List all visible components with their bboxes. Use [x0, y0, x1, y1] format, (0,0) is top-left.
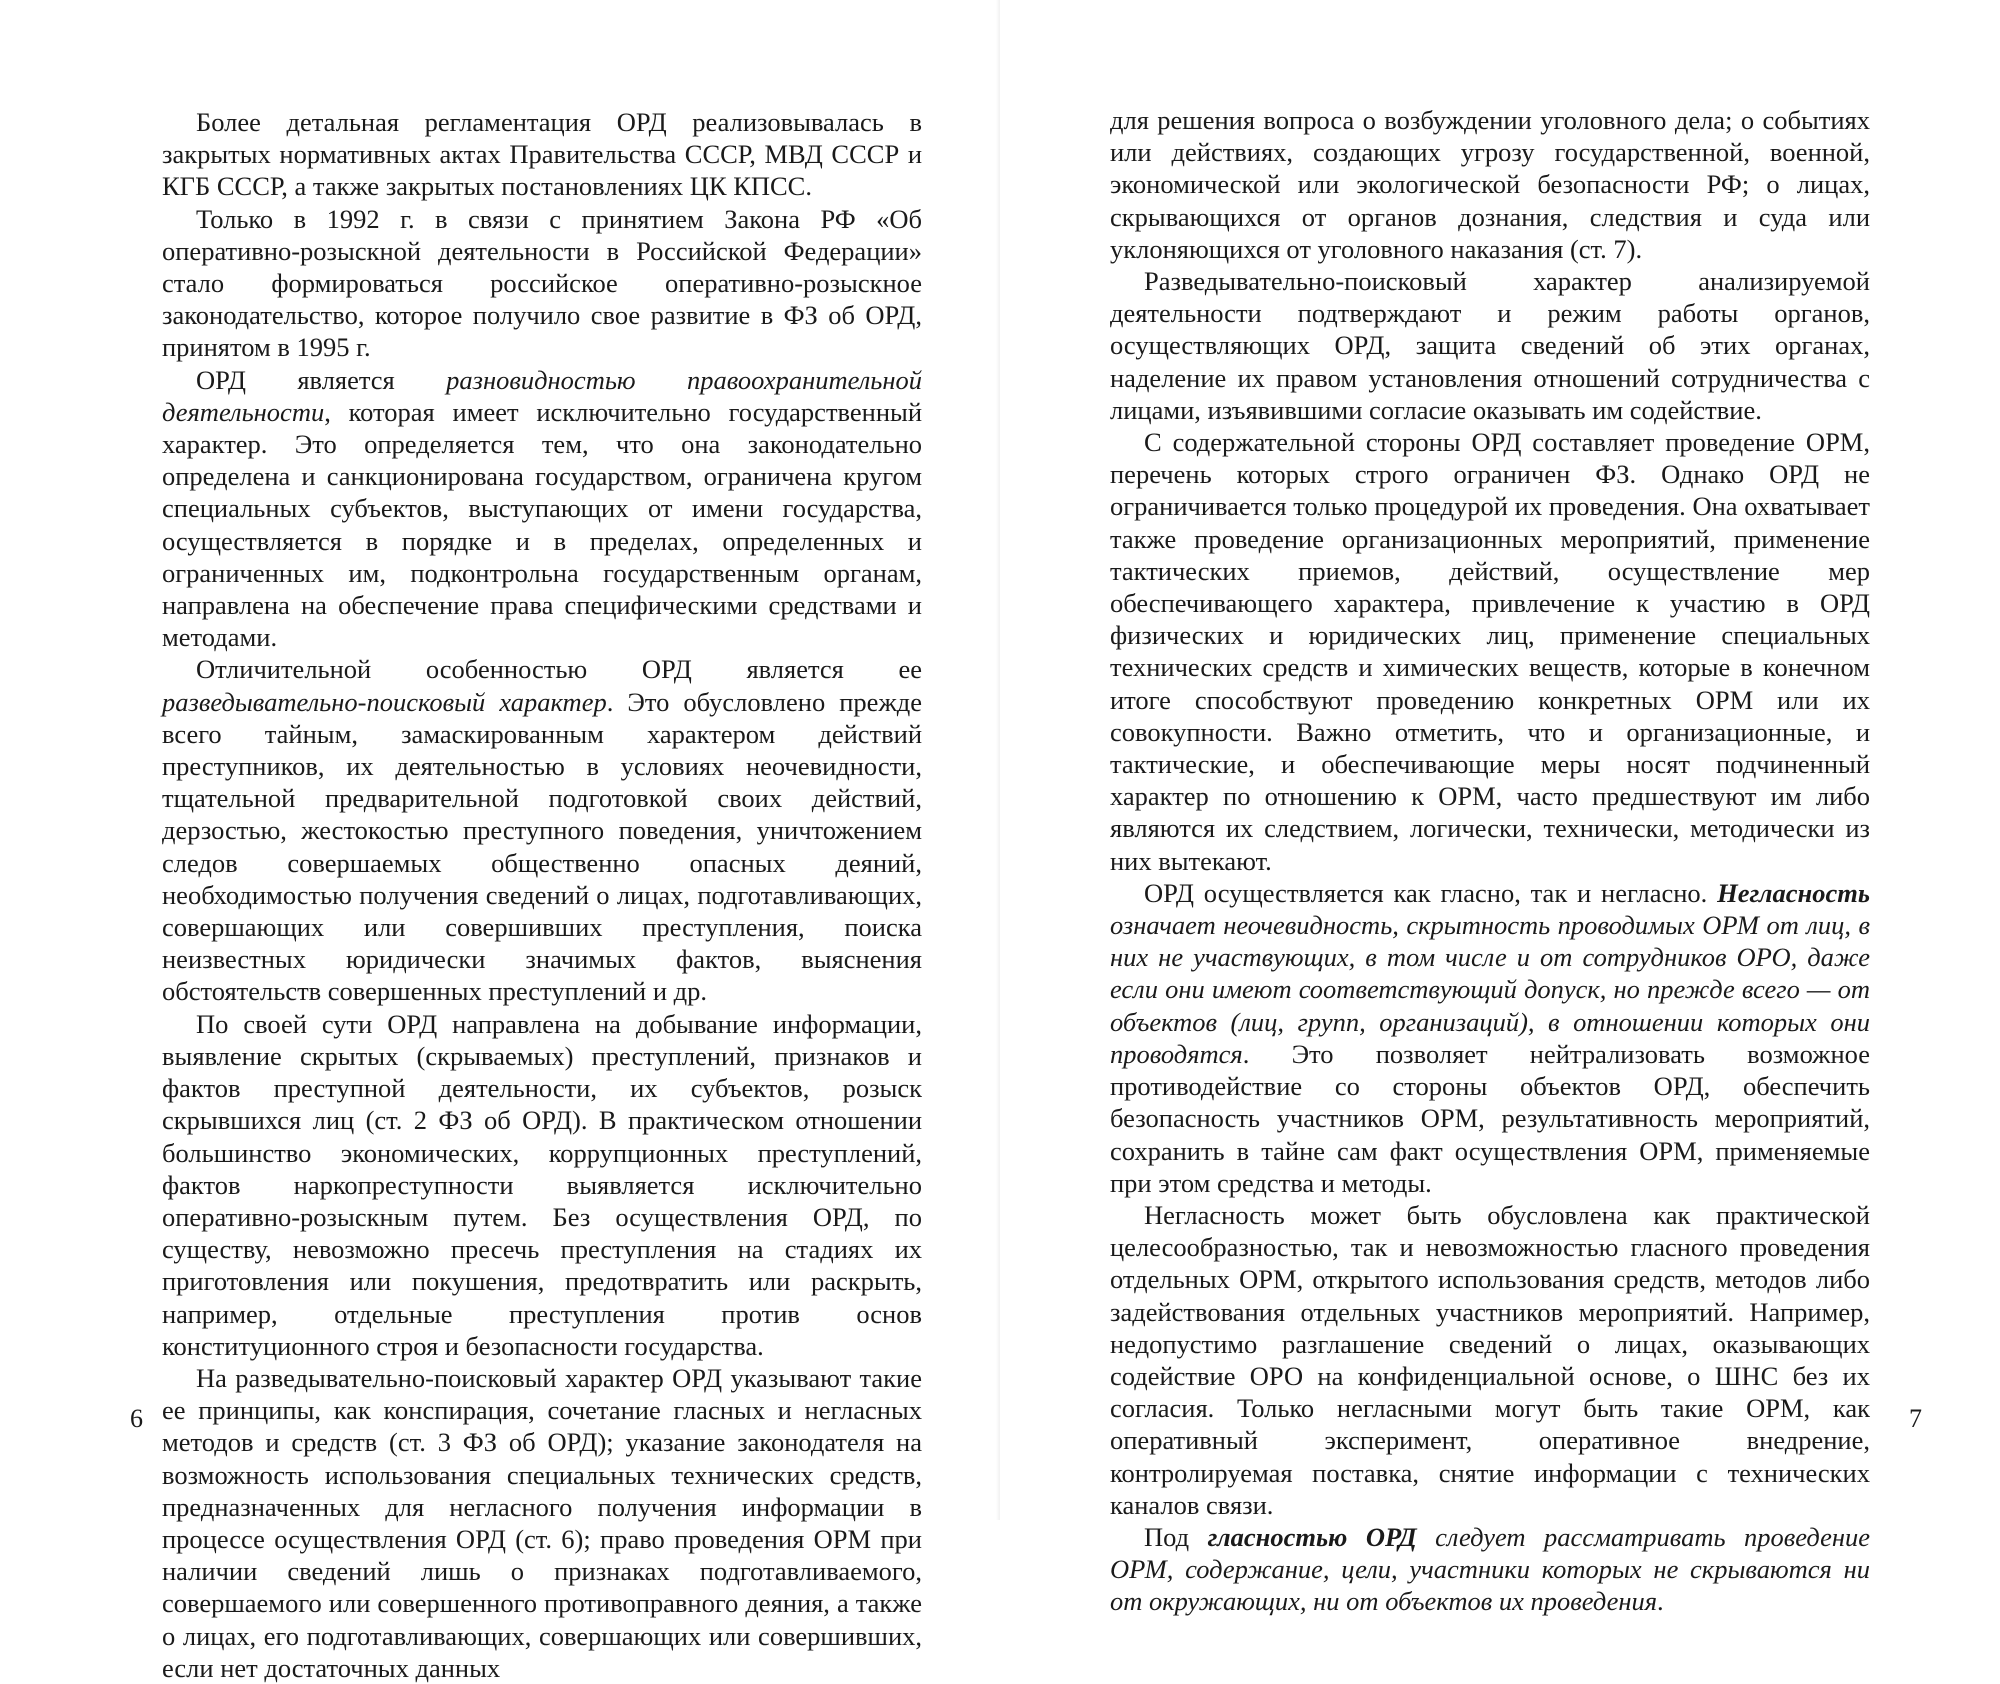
left-page [0, 0, 1000, 1683]
emphasis: следует рассматривать проведение ОРМ, содержание, цели, участники которых не скрываются ни от окружающих, ни от объектов их проведения [1110, 1521, 1871, 1617]
paragraph: Отличительной особенностью ОРД является ее разведывательно-поисковый характер. Это обусловлено прежде всего тайным, замаскированным характером действий преступников, их деятельностью в условиях неочевидности, тщательной предварительной подготовкой своих действий, дерзостью, жестокостью преступного поведения, уничтожением следов совершаемых общественно опасных деяний, необходимостью получения сведений о лицах, подготавливающих, совершающих или совершивших преступления, поиска неизвестных юридически значимых фактов, выяснения обстоятельств совершенных преступлений и др. [162, 654, 922, 1007]
left-page-text [162, 106, 922, 1684]
emphasis: означает неочевидность, скрытность проводимых ОРМ от лиц, в них не участвующих, в том числе и от сотрудников ОРО, даже если они имеют соответствующий допуск, но прежде всего — от объектов (лиц, групп, организаций), в отношении которых они проводятся [1110, 910, 1870, 1069]
right-page [1000, 0, 2000, 1617]
term-bold-italic: Негласность [1717, 877, 1870, 908]
term-bold-italic: гласностью ОРД [1207, 1521, 1417, 1552]
paragraph: ОРД является разновидностью правоохранительной деятельности, которая имеет исключительно государственный характер. Это определяется тем, что она законодательно определена и санкционирована государством, ограничена кругом специальных субъектов, выступающих от имени государства, осуществляется в порядке и в пределах, определенных и ограниченных им, подконтрольна государственным органам, направлена на обеспечение права специфическими средствами и методами. [162, 364, 923, 653]
emphasis: разведывательно-поисковый характер [162, 686, 607, 717]
paragraph: Негласность может быть обусловлена как практической целесообразностью, так и невозможностью гласного проведения отдельных ОРМ, открытого использования средств, методов либо задействования отдельных участников мероприятий. Например, недопустимо разглашение сведений о лицах, оказывающих содействие ОРО на конфиденциальной основе, о ШНС без их согласия. Только негласными могут быть такие ОРМ, как оперативный эксперимент, оперативное внедрение, контролируемая поставка, снятие информации с технических каналов связи. [1110, 1199, 1870, 1520]
paragraph: Только в 1992 г. в связи с принятием Закона РФ «Об оперативно-розыскной деятельности в Российской Федерации» стало формироваться российское оперативно-розыскное законодательство, которое получило свое развитие в ФЗ об ОРД, принятом в 1995 г. [162, 203, 922, 363]
paragraph: На разведывательно-поисковый характер ОРД указывают такие ее принципы, как конспирация, сочетание гласных и негласных методов и средств (ст. 3 ФЗ об ОРД); указание законодателя на возможность использования специальных технических средств, предназначенных для негласного получения информации в процессе осуществления ОРД (ст. 6); право проведения ОРМ при наличии сведений лишь о признаках подготавливаемого, совершаемого или совершенного противоправного деяния, а также о лицах, его подготавливающих, совершающих или совершивших, если нет достаточных данных [162, 1362, 922, 1683]
right-page-text [1110, 104, 1870, 1618]
page-number-right: 7 [1909, 1404, 1922, 1433]
paragraph: По своей сути ОРД направлена на добывание информации, выявление скрытых (скрываемых) преступлений, признаков и фактов преступной деятельности, их субъектов, розыск скрывшихся лиц (ст. 2 ФЗ об ОРД). В практическом отношении большинство экономических, коррупционных преступлений, фактов наркопреступности выявляется исключительно оперативно-розыскным путем. Без осуществления ОРД, по существу, невозможно пресечь преступления на стадиях их приготовления или покушения, предотвратить или раскрыть, например, отдельные преступления против основ конституционного строя и безопасности государства. [162, 1008, 922, 1361]
paragraph-continued: для решения вопроса о возбуждении уголовного дела; о событиях или действиях, создающих угрозу государственной, военной, экономической или экологической безопасности РФ; о лицах, скрывающихся от органов дознания, следствия и суда или уклоняющихся от уголовного наказания (ст. 7). [1110, 105, 1870, 264]
paragraph: С содержательной стороны ОРД составляет проведение ОРМ, перечень которых строго ограничен ФЗ. Однако ОРД не ограничивается только процедурой их проведения. Она охватывает также проведение организационных мероприятий, применение тактических приемов, действий, осуществление мер обеспечивающего характера, привлечение к участию в ОРД физических и юридических лиц, применение специальных технических средств и химических веществ, которые в конечном итоге способствуют проведению конкретных ОРМ или их совокупности. Важно отметить, что и организационные, и тактические, и обеспечивающие меры носят подчиненный характер по отношению к ОРМ, часто предшествуют им либо являются их следствием, логически, технически, методически из них вытекают. [1110, 427, 1870, 876]
paragraph: Более детальная регламентация ОРД реализовывалась в закрытых нормативных актах Правительства СССР, МВД СССР и КГБ СССР, а также закрытых постановлениях ЦК КПСС. [162, 107, 922, 202]
page-number-left: 6 [130, 1404, 143, 1433]
paragraph: Разведывательно-поисковый характер анализируемой деятельности подтверждают и режим работы органов, осуществляющих ОРД, защита сведений об этих органах, наделение их правом установления отношений сотрудничества с лицами, изъявившими согласие оказывать им содействие. [1110, 266, 1870, 425]
paragraph: ОРД осуществляется как гласно, так и негласно. Негласность означает неочевидность, скрытность проводимых ОРМ от лиц, в них не участвующих, в том числе и от сотрудников ОРО, даже если они имеют соответствующий допуск, но прежде всего — от объектов (лиц, групп, организаций), в отношении которых они проводятся. Это позволяет нейтрализовать возможное противодействие со стороны объектов ОРД, обеспечить безопасность участников ОРМ, результативность мероприятий, сохранить в тайне сам факт осуществления ОРМ, применяемые при этом средства и методы. [1110, 877, 1870, 1198]
paragraph: Под гласностью ОРД следует рассматривать проведение ОРМ, содержание, цели, участники которых не скрываются ни от окружающих, ни от объектов их проведения. [1110, 1521, 1871, 1617]
emphasis: разновидностью правоохранительной деятельности [162, 364, 923, 427]
